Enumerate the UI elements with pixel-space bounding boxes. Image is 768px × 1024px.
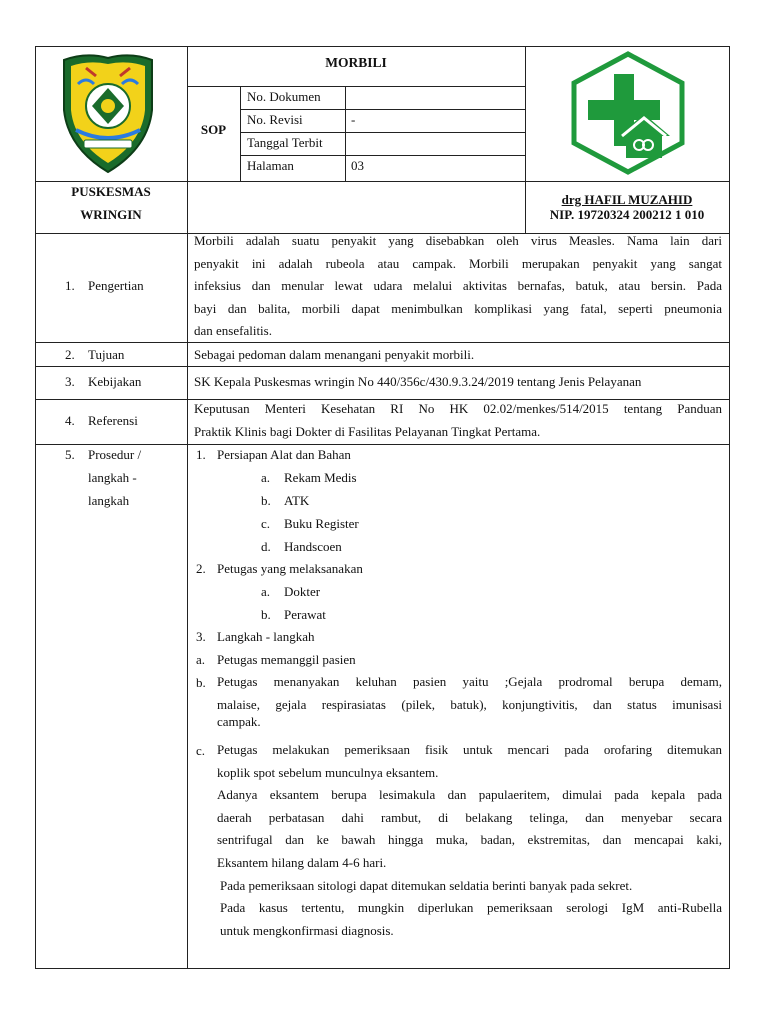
meta-label-dokumen: No. Dokumen xyxy=(247,89,321,104)
serologi-line: Pada kasus tertentu, mungkin diperlukan pemeriksaan serologi IgM anti-Rubella xyxy=(220,900,722,915)
pengertian-line: dan ensefalitis. xyxy=(194,323,272,338)
step-b-line: malaise, gejala respirasiatas (pilek, batuk), konjungtivitis, dan status imunisasi xyxy=(217,696,722,712)
list-marker: d. xyxy=(261,539,271,554)
list-marker: b. xyxy=(261,493,271,508)
kebijakan-text: SK Kepala Puskesmas wringin No 440/356c/430.9.3.24/2019 tentang Jenis Pelayanan xyxy=(194,374,642,389)
pengertian-line: infeksius dan menular lewat udara melalui aktivitas bernafas, batuk, atau bersin. Pada xyxy=(194,278,722,293)
pengertian-label: Pengertian xyxy=(88,278,144,293)
meta-label-tanggal: Tanggal Terbit xyxy=(247,135,323,150)
list-marker: c. xyxy=(196,743,206,758)
step-b-text xyxy=(217,671,722,734)
list-item: Dokter xyxy=(284,584,321,599)
kebijakan-number: 3. xyxy=(65,374,75,389)
referensi-label: Referensi xyxy=(88,413,138,428)
serologi-paragraph xyxy=(220,897,722,942)
list-marker: b. xyxy=(261,607,271,622)
prosedur-number: 5. xyxy=(65,447,75,462)
serologi-line: untuk mengkonfirmasi diagnosis. xyxy=(220,922,394,938)
sitologi-paragraph: Pada pemeriksaan sitologi dapat ditemukan seldatia berinti banyak pada sekret. xyxy=(220,878,633,893)
list-item: ATK xyxy=(284,493,310,508)
prosedur-label-3: langkah xyxy=(88,493,130,508)
referensi-line: Keputusan Menteri Kesehatan RI No HK 02.02/menkes/514/2015 tentang Panduan xyxy=(194,401,722,416)
step-a-text: Petugas memanggil pasien xyxy=(217,652,356,667)
referensi-line: Praktik Klinis bagi Dokter di Fasilitas Pelayanan Tingkat Pertama. xyxy=(194,423,541,439)
step2-number: 2. xyxy=(196,561,206,576)
list-marker: c. xyxy=(261,516,271,531)
step1-number: 1. xyxy=(196,447,206,462)
step-c-line: Petugas melakukan pemeriksaan fisik untuk mencari pada orofaring ditemukan xyxy=(217,742,722,757)
list-item: Handscoen xyxy=(284,539,342,554)
step-b-line: Petugas menanyakan keluhan pasien yaitu ;Gejala prodromal berupa demam, xyxy=(217,674,722,689)
org-name-line2: WRINGIN xyxy=(80,207,142,222)
signer-nip: NIP. 19720324 200212 1 010 xyxy=(549,207,705,222)
list-marker: a. xyxy=(261,470,271,485)
eksantem-line: sentrifugal dan ke bawah hingga muka, badan, ekstremitas, dan mencapai kaki, xyxy=(217,832,722,847)
prosedur-label-1: Prosedur / xyxy=(88,447,142,462)
meta-label-halaman: Halaman xyxy=(247,158,294,173)
document-title: MORBILI xyxy=(325,55,387,70)
referensi-number: 4. xyxy=(65,413,75,428)
eksantem-paragraph xyxy=(217,784,722,874)
kebijakan-label: Kebijakan xyxy=(88,374,142,389)
meta-value-halaman: 03 xyxy=(351,158,364,173)
step3-number: 3. xyxy=(196,629,206,644)
tujuan-text: Sebagai pedoman dalam menangani penyakit morbili. xyxy=(194,347,475,362)
eksantem-line: Adanya eksantem berupa lesimakula dan papulaeritem, dimulai pada kepala pada xyxy=(217,787,722,802)
list-marker: a. xyxy=(261,584,271,599)
list-item: Perawat xyxy=(284,607,326,622)
eksantem-line: daerah perbatasan dahi rambut, di belakang telinga, dan menyebar secara xyxy=(217,809,722,825)
tujuan-label: Tujuan xyxy=(88,347,125,362)
step-c-line: koplik spot sebelum munculnya eksantem. xyxy=(217,764,439,780)
step3-title: Langkah - langkah xyxy=(217,629,315,644)
step1-title: Persiapan Alat dan Bahan xyxy=(217,447,351,462)
step-c-text xyxy=(217,739,722,784)
step2-title: Petugas yang melaksanakan xyxy=(217,561,363,576)
referensi-text xyxy=(194,398,722,443)
meta-label-revisi: No. Revisi xyxy=(247,112,303,127)
list-item: Buku Register xyxy=(284,516,359,531)
tujuan-number: 2. xyxy=(65,347,75,362)
list-marker: b. xyxy=(196,675,206,690)
pengertian-line: Morbili adalah suatu penyakit yang disebabkan oleh virus Measles. Nama lain dari xyxy=(194,233,722,248)
eksantem-line: Eksantem hilang dalam 4-6 hari. xyxy=(217,854,387,870)
list-marker: a. xyxy=(196,652,206,667)
sop-label: SOP xyxy=(200,122,227,137)
prosedur-label-2: langkah - xyxy=(88,470,137,485)
signer-name: drg HAFIL MUZAHID xyxy=(561,192,693,207)
pengertian-number: 1. xyxy=(65,278,75,293)
meta-value-revisi: - xyxy=(351,112,356,127)
regency-emblem-icon xyxy=(56,50,160,176)
pengertian-line: penyakit ini adalah rubeola atau campak. Morbili merupakan penyakit yang sangat xyxy=(194,255,722,271)
pengertian-line: bayi dan balita, morbili dapat menimbulkan komplikasi yang fatal, seperti pneumonia xyxy=(194,300,722,316)
step-b-line: campak. xyxy=(217,714,261,729)
pengertian-text xyxy=(194,230,722,343)
puskesmas-logo-icon xyxy=(568,50,688,176)
org-name-line1: PUSKESMAS xyxy=(71,184,151,199)
list-item: Rekam Medis xyxy=(284,470,357,485)
